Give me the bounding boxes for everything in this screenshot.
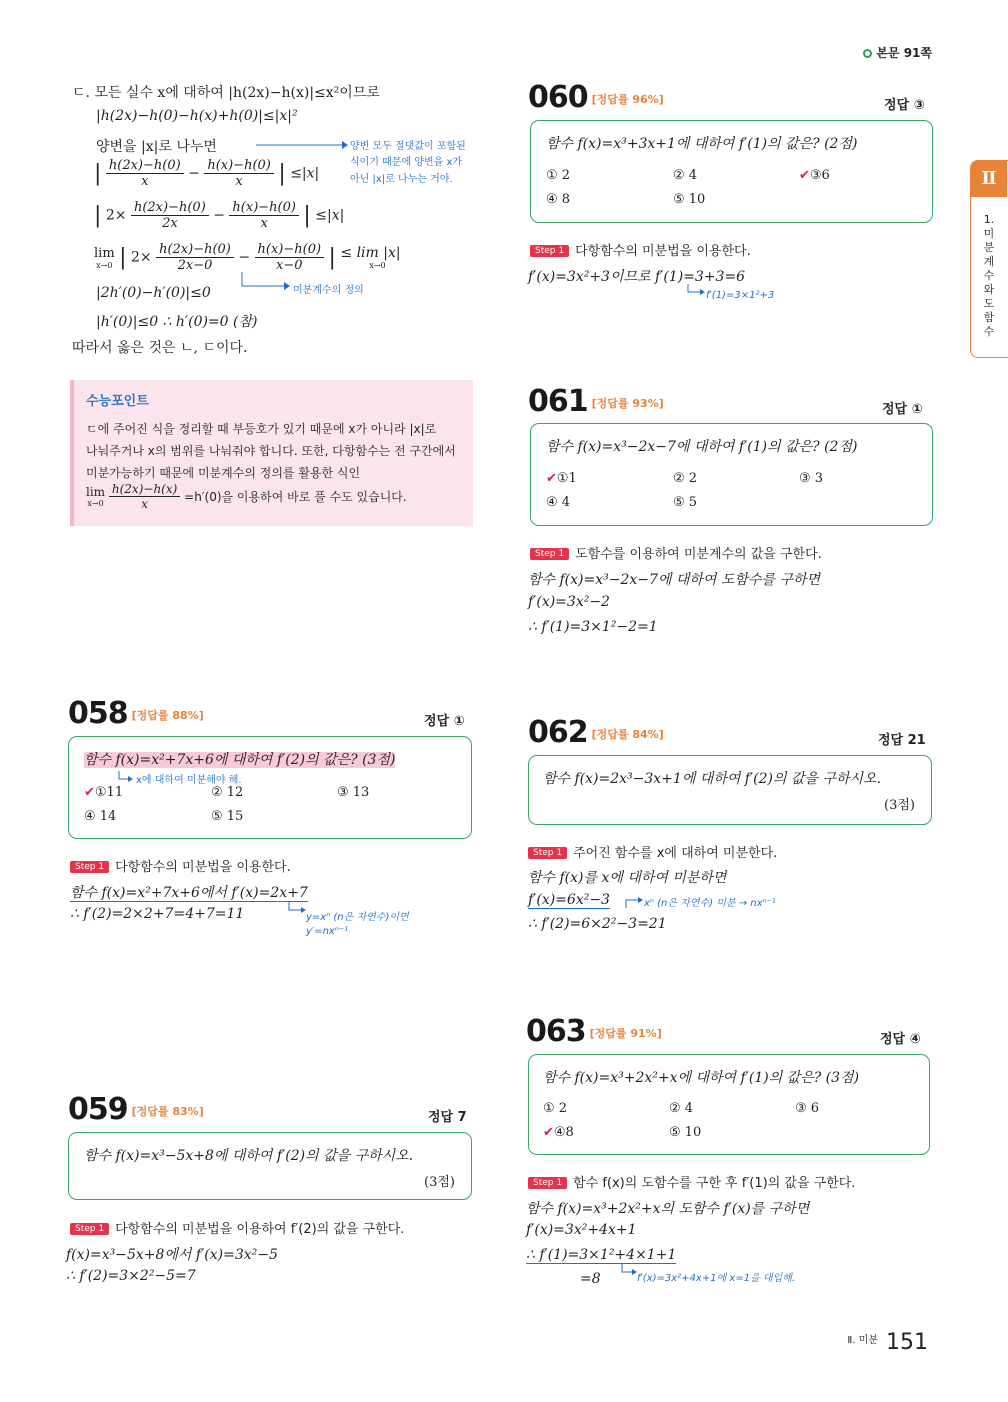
solution-line-8: |h′(0)|≤0 ∴ h′(0)=0 (참) [96, 314, 258, 330]
answer-label: 정답 ④ [880, 1032, 921, 1047]
answer-label: 정답 ① [882, 402, 923, 417]
limit-rhs: ≤ lim |x| [340, 245, 401, 261]
points-label: (3점) [884, 798, 915, 813]
option-label: ①11 [94, 785, 124, 800]
note-abs-2: 식이기 때문에 양변을 x가 [350, 157, 463, 168]
arrow-icon [256, 140, 348, 150]
tip-line-4 [86, 482, 407, 511]
question-text: 함수 f(x)=x³+2x²+x에 대하여 f′(1)의 값은? (3점) [543, 1070, 860, 1086]
step-badge: Step 1 [530, 548, 569, 560]
bracket-arrow-icon [240, 272, 292, 292]
solution-line-7: |2h′(0)−h′(0)|≤0 [96, 285, 211, 301]
question-text [84, 749, 395, 769]
solution-line-2: f′(x)=3x²−2 [528, 594, 610, 610]
correct-rate: [정답률 84%] [591, 727, 664, 741]
calc-note: f′(1)=3×1²+3 [706, 290, 775, 301]
option-label: ④8 [553, 1125, 574, 1140]
lim-symbol: lim [86, 485, 106, 499]
correct-rate: [정답률 96%] [591, 92, 664, 106]
option-5: ⑤ 15 [211, 809, 244, 824]
solution-line-3: 양변을 |x|로 나누면 [96, 139, 217, 155]
circle-icon [863, 49, 872, 58]
points-label: (3점) [424, 1175, 455, 1190]
rule-note-2: y′=nxⁿ⁻¹ [306, 926, 349, 937]
page-number: 151 [886, 1330, 928, 1355]
frac-den: 2x [162, 216, 178, 231]
step-text: 함수 f(x)의 도함수를 구한 후 f′(1)의 값을 구한다. [573, 1176, 856, 1191]
lim-symbol: lim [94, 245, 115, 261]
question-box [530, 423, 933, 526]
page-reference: 본문 91쪽 [863, 44, 932, 61]
option-3 [799, 168, 830, 183]
step-badge: Step 1 [530, 245, 569, 257]
option-2: ② 4 [669, 1101, 694, 1116]
step-badge: Step 1 [528, 847, 567, 859]
note-abs-1: 양변 모두 절댓값이 포함된 [350, 141, 466, 152]
solution-line-1 [70, 882, 308, 902]
chapter-label: 1.미분계수와도함수 [983, 213, 995, 338]
question-box [528, 1054, 930, 1155]
check-icon: ✔ [546, 471, 557, 486]
lim-subscript: x→0 [96, 260, 113, 270]
option-1 [84, 785, 123, 800]
option-label: ①1 [556, 471, 577, 486]
option-label: ③6 [809, 168, 830, 183]
frac-num: h(2x)−h(0) [131, 200, 209, 216]
problem-number [528, 384, 664, 419]
answer-label: 정답 7 [428, 1110, 467, 1125]
rule-note: xⁿ (n은 자연수) 미분 → nxⁿ⁻¹ [644, 898, 776, 909]
option-4: ④ 4 [546, 495, 571, 510]
step-header [70, 856, 291, 875]
step-text: 다항함수의 미분법을 이용하여 f′(2)의 값을 구한다. [115, 1222, 405, 1237]
frac-num: h(x)−h(0) [229, 200, 299, 216]
correct-rate: [정답률 83%] [131, 1104, 204, 1118]
step-text: 다항함수의 미분법을 이용한다. [115, 860, 291, 875]
coefficient: 2× [105, 207, 127, 224]
frac-den: x [235, 174, 243, 189]
solution-line-3 [526, 1247, 676, 1263]
frac-den: 2x−0 [177, 258, 213, 273]
frac-den: x [141, 174, 149, 189]
question-text: 함수 f(x)=2x³−3x+1에 대하여 f′(2)의 값을 구하시오. [543, 771, 882, 787]
step-header [528, 1172, 855, 1191]
problem-number-digits: 062 [528, 715, 588, 750]
option-5: ⑤ 10 [673, 192, 706, 207]
option-2: ② 12 [211, 785, 244, 800]
solution-line-1: 함수 f(x)=x³+2x²+x의 도함수 f′(x)를 구하면 [526, 1201, 810, 1217]
problem-number-digits: 059 [68, 1092, 128, 1127]
tip-box [70, 380, 473, 526]
problem-number-digits: 058 [68, 696, 128, 731]
option-2: ② 2 [673, 471, 698, 486]
answer-label: 정답 ① [424, 714, 465, 729]
step-text: 도함수를 이용하여 미분계수의 값을 구한다. [575, 547, 822, 562]
problem-number [526, 1014, 662, 1049]
solution-line-2: f′(x)=3x²+4x+1 [526, 1222, 637, 1238]
solution-line-1: 함수 f(x)=x³−2x−7에 대하여 도함수를 구하면 [528, 572, 821, 588]
problem-number [68, 696, 204, 731]
question-text: 함수 f(x)=x³−2x−7에 대하여 f′(1)의 값은? (2점) [546, 439, 858, 455]
section-label: Ⅱ. 미분 [847, 1335, 878, 1346]
solution-line-1: 함수 f(x)를 x에 대하여 미분하면 [528, 870, 727, 886]
correct-rate: [정답률 91%] [589, 1026, 662, 1040]
tip-line-3: 미분가능하기 때문에 미분계수의 정의를 활용한 식인 [86, 466, 361, 480]
answer-label: 정답 21 [878, 733, 926, 748]
tip-line-2: 나눠주거나 x의 범위를 나눠줘야 합니다. 또한, 다항함수는 전 구간에서 [86, 444, 456, 458]
question-box [528, 755, 932, 825]
option-1 [546, 471, 577, 486]
check-icon: ✔ [799, 168, 810, 183]
step-text: 주어진 함수를 x에 대하여 미분한다. [573, 846, 778, 861]
limit-line: lim x→0 | 2× $\frac{h(2x)-h(0)}{2x-0}$ − $\frac{h(x)-h(0)}{x-0}$ | ≤ lim |x| x→0 [94, 242, 401, 273]
bracket-arrow-icon [624, 896, 644, 914]
option-1: ① 2 [546, 168, 571, 183]
underlined-expr: ∴ f′(1)=3×1²+4×1+1 [526, 1247, 677, 1263]
frac-num: h(x)−h(0) [204, 158, 274, 174]
question-box [68, 736, 472, 839]
step-badge: Step 1 [528, 1177, 567, 1189]
solution-line-3: ∴ f′(2)=6×2²−3=21 [528, 916, 667, 932]
option-2: ② 4 [673, 168, 698, 183]
underlined-expr: 함수 f(x)=x²+7x+6에서 f′(x)=2x+7 [70, 885, 308, 901]
step-badge: Step 1 [70, 861, 109, 873]
inequality-rhs: ≤|x| [290, 165, 320, 182]
correct-rate: [정답률 88%] [131, 708, 204, 722]
solution-line-2: ∴ f′(2)=3×2²−5=7 [66, 1268, 196, 1284]
hint-note: x에 대하여 미분해야 해. [136, 775, 242, 786]
chapter-side-tab [970, 160, 1008, 358]
problem-number-digits: 063 [526, 1014, 586, 1049]
step-badge: Step 1 [70, 1223, 109, 1235]
correct-rate: [정답률 93%] [591, 396, 664, 410]
frac-den: x [260, 216, 268, 231]
option-3: ③ 6 [795, 1101, 820, 1116]
option-4 [543, 1125, 574, 1140]
question-text: 함수 f(x)=x³+3x+1에 대하여 f′(1)의 값은? (2점) [546, 136, 858, 152]
underlined-expr: f′(x)=6x²−3 [528, 892, 610, 908]
tip-line-1: ㄷ에 주어진 식을 정리할 때 부등호가 있기 때문에 x가 아니라 |x|로 [86, 422, 437, 436]
option-5: ⑤ 10 [669, 1125, 702, 1140]
tip-tail: =h′(0)을 이용하여 바로 풀 수도 있습니다. [184, 490, 407, 504]
step-header [530, 543, 822, 562]
step-header [528, 842, 777, 861]
question-text: 함수 f(x)=x³−5x+8에 대하여 f′(2)의 값을 구하시오. [84, 1148, 414, 1164]
problem-number-digits: 061 [528, 384, 588, 419]
note-derivative-def: 미분계수의 정의 [293, 285, 364, 296]
bracket-arrow-icon [686, 284, 706, 298]
inequality-rhs: ≤|x| [315, 207, 345, 224]
frac-num: h(x)−h(0) [255, 242, 325, 258]
step-header [70, 1218, 404, 1237]
chapter-roman-numeral: Ⅱ [971, 161, 1007, 197]
page-footer [847, 1330, 928, 1355]
fraction-line-1: | $\frac{h(2x)-h(0)}{x}$ − $\frac{h(x)-h(0)}{x}$ | ≤|x| [94, 158, 320, 189]
problem-number-digits: 060 [528, 80, 588, 115]
solution-line-2: ∴ f′(2)=2×2+7=4+7=11 [70, 906, 245, 922]
bracket-arrow-icon [620, 1264, 638, 1278]
substitution-note: f′(x)=3x²+4x+1에 x=1을 대입해. [637, 1273, 796, 1284]
option-4: ④ 14 [84, 809, 117, 824]
step-text: 다항함수의 미분법을 이용한다. [575, 244, 751, 259]
frac-den: x [141, 497, 148, 511]
solution-line-4: =8 [580, 1271, 601, 1287]
solution-line-3: ∴ f′(1)=3×1²−2=1 [528, 619, 658, 635]
solution-line-1: f(x)=x³−5x+8에서 f′(x)=3x²−5 [66, 1247, 278, 1263]
problem-number [528, 80, 664, 115]
solution-line-1: f′(x)=3x²+3이므로 f′(1)=3+3=6 [528, 269, 746, 285]
step-header [530, 240, 751, 259]
option-1: ① 2 [543, 1101, 568, 1116]
solution-line-1: ㄷ. 모든 실수 x에 대하여 |h(2x)−h(x)|≤x²이므로 [72, 85, 380, 101]
option-4: ④ 8 [546, 192, 571, 207]
frac-num: h(2x)−h(x) [109, 482, 180, 497]
frac-num: h(2x)−h(0) [106, 158, 184, 174]
question-box [530, 120, 933, 223]
bracket-arrow-icon [287, 902, 307, 916]
fraction-line-2: | 2× $\frac{h(2x)-h(0)}{2x}$ − $\frac{h(x)-h(0)}{x}$ | ≤|x| [94, 200, 345, 231]
check-icon: ✔ [84, 785, 95, 800]
frac-num: h(2x)−h(0) [156, 242, 234, 258]
solution-line-9: 따라서 옳은 것은 ㄴ, ㄷ이다. [72, 340, 248, 356]
frac-den: x−0 [276, 258, 303, 273]
solution-line-2 [528, 892, 610, 908]
check-icon: ✔ [543, 1125, 554, 1140]
tip-title: 수능포인트 [86, 394, 149, 409]
rule-note-1: y=xⁿ (n은 자연수)이면 [306, 912, 409, 923]
answer-label: 정답 ③ [884, 98, 925, 113]
lim-subscript: x→0 [87, 499, 104, 508]
question-box [68, 1132, 472, 1200]
option-5: ⑤ 5 [673, 495, 698, 510]
question-highlight: 함수 f(x)=x²+7x+6에 대하여 f′(2)의 값은? (3점) [84, 752, 396, 768]
solution-line-2: |h(2x)−h(0)−h(x)+h(0)|≤|x|² [96, 108, 298, 124]
problem-number [528, 715, 664, 750]
lim-subscript-rhs: x→0 [369, 261, 386, 270]
option-3: ③ 13 [337, 785, 370, 800]
option-3: ③ 3 [799, 471, 824, 486]
note-abs-3: 아닌 |x|로 나누는 거야. [350, 174, 453, 185]
bracket-arrow-icon [117, 771, 133, 785]
problem-number [68, 1092, 204, 1127]
